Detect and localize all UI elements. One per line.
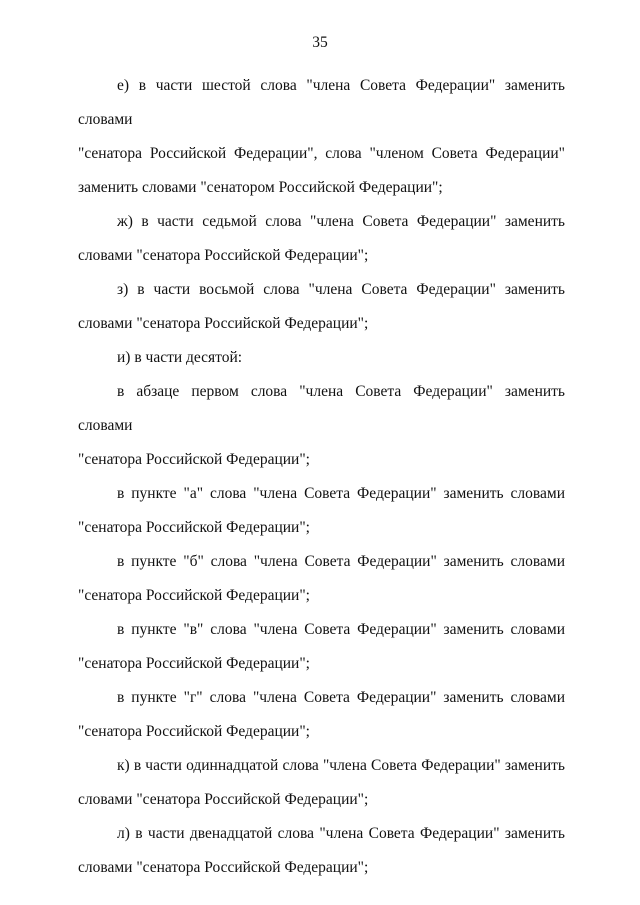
paragraph-i3 [78, 545, 565, 579]
paragraph-i5 [78, 681, 565, 715]
paragraph-i4-line-1: в пункте "в" слова "члена Совета Федерации" заменить словами [117, 621, 565, 638]
paragraph-zh-line-2: словами "сенатора Российской Федерации"; [78, 247, 369, 264]
paragraph-l-line-2: словами "сенатора Российской Федерации"; [78, 859, 369, 876]
paragraph-e-line-1: е) в части шестой слова "члена Совета Федерации" заменить словами [78, 77, 565, 128]
document-body [78, 69, 565, 885]
paragraph-z [78, 273, 565, 307]
paragraph-i-line-1: и) в части десятой: [117, 349, 243, 366]
paragraph-i2-line-1: в пункте "а" слова "члена Совета Федерации" заменить словами [117, 485, 565, 502]
paragraph-i5-end [78, 715, 565, 749]
paragraph-l-end [78, 851, 565, 885]
paragraph-k-line-1: к) в части одиннадцатой слова "члена Совета Федерации" заменить [117, 757, 565, 774]
paragraph-e-cont [78, 137, 565, 171]
page-number: 35 [312, 34, 328, 51]
paragraph-i4-line-2: "сенатора Российской Федерации"; [78, 655, 310, 672]
paragraph-i3-line-1: в пункте "б" слова "члена Совета Федерации" заменить словами [117, 553, 565, 570]
paragraph-e-line-2: "сенатора Российской Федерации", слова "членом Совета Федерации" [78, 145, 565, 162]
paragraph-k-end [78, 783, 565, 817]
paragraph-e [78, 69, 565, 137]
paragraph-l-line-1: л) в части двенадцатой слова "члена Совета Федерации" заменить [117, 825, 565, 842]
paragraph-i1-end [78, 443, 565, 477]
paragraph-i4-end [78, 647, 565, 681]
paragraph-i5-line-2: "сенатора Российской Федерации"; [78, 723, 310, 740]
paragraph-i1-line-1: в абзаце первом слова "члена Совета Федерации" заменить словами [78, 383, 565, 434]
paragraph-e-line-3: заменить словами "сенатором Российской Федерации"; [78, 179, 443, 196]
paragraph-i4 [78, 613, 565, 647]
paragraph-zh [78, 205, 565, 239]
paragraph-i2 [78, 477, 565, 511]
paragraph-z-line-1: з) в части восьмой слова "члена Совета Федерации" заменить [117, 281, 565, 298]
paragraph-k [78, 749, 565, 783]
paragraph-z-line-2: словами "сенатора Российской Федерации"; [78, 315, 369, 332]
paragraph-z-end [78, 307, 565, 341]
paragraph-i2-line-2: "сенатора Российской Федерации"; [78, 519, 310, 536]
paragraph-i2-end [78, 511, 565, 545]
paragraph-i3-line-2: "сенатора Российской Федерации"; [78, 587, 310, 604]
paragraph-k-line-2: словами "сенатора Российской Федерации"; [78, 791, 369, 808]
paragraph-i1-line-2: "сенатора Российской Федерации"; [78, 451, 310, 468]
paragraph-i5-line-1: в пункте "г" слова "члена Совета Федерации" заменить словами [117, 689, 565, 706]
paragraph-e-end [78, 171, 565, 205]
paragraph-zh-line-1: ж) в части седьмой слова "члена Совета Федерации" заменить [117, 213, 565, 230]
paragraph-i3-end [78, 579, 565, 613]
paragraph-i [78, 341, 565, 375]
paragraph-l [78, 817, 565, 851]
paragraph-zh-end [78, 239, 565, 273]
paragraph-i1 [78, 375, 565, 443]
